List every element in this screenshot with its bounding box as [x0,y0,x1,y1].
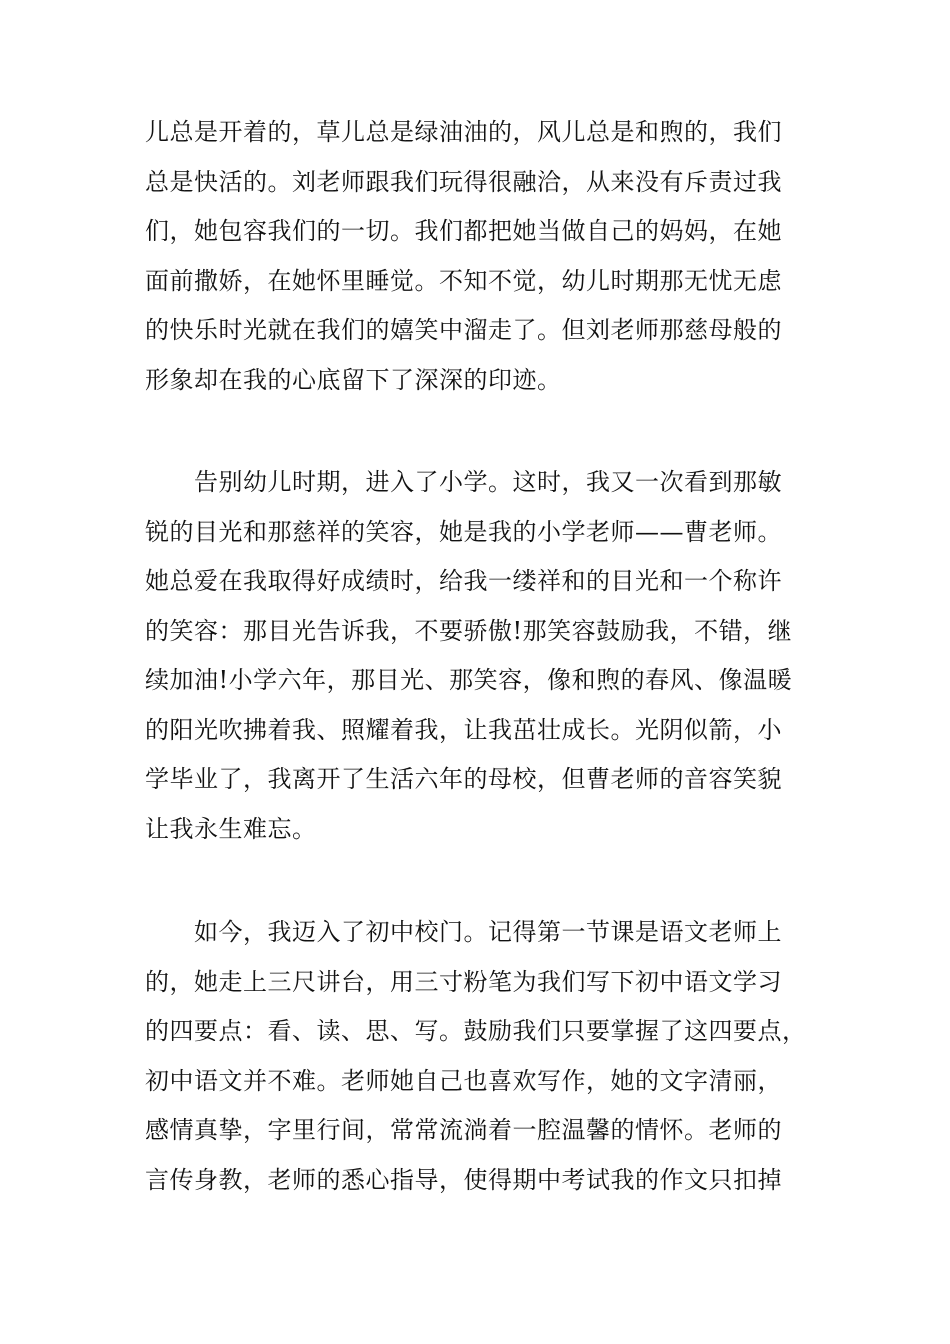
paragraph-2 [145,458,815,854]
text-line: 儿总是开着的，草儿总是绿油油的，风儿总是和煦的，我们 [145,118,782,146]
text-line: 总是快活的。刘老师跟我们玩得很融洽，从来没有斥责过我 [145,167,782,196]
text-line: 续加油!小学六年，那目光、那笑容，像和煦的春风、像温暖 [145,666,793,694]
text-line: 形象却在我的心底留下了深深的印迹。 [145,365,562,394]
text-line: 让我永生难忘。 [145,814,317,843]
text-line: 锐的目光和那慈祥的笑容，她是我的小学老师——曹老师。 [145,517,782,546]
text-line: 感情真挚，字里行间，常常流淌着一腔温馨的情怀。老师的 [145,1116,782,1144]
text-line: 她总爱在我取得好成绩时，给我一缕祥和的目光和一个称许 [145,567,782,595]
text-line: 的阳光吹拂着我、照耀着我，让我茁壮成长。光阴似箭，小 [145,715,782,744]
text-line: 的，她走上三尺讲台，用三寸粉笔为我们写下初中语文学习 [145,967,782,996]
text-line: 学毕业了，我离开了生活六年的母校，但曹老师的音容笑貌 [145,765,782,793]
text-line: 告别幼儿时期，进入了小学。这时，我又一次看到那敏 [145,468,782,496]
text-line: 如今，我迈入了初中校门。记得第一节课是语文老师上 [145,918,782,946]
text-line: 们，她包容我们的一切。我们都把她当做自己的妈妈，在她 [145,217,782,245]
paragraph-1 [145,108,815,405]
paragraph-3 [145,908,815,1205]
text-line: 言传身教，老师的悉心指导，使得期中考试我的作文只扣掉 [145,1165,782,1194]
text-line: 初中语文并不难。老师她自己也喜欢写作，她的文字清丽， [145,1066,782,1095]
text-line: 的笑容：那目光告诉我，不要骄傲!那笑容鼓励我，不错，继 [145,616,793,645]
text-line: 面前撒娇，在她怀里睡觉。不知不觉，幼儿时期那无忧无虑 [145,266,782,295]
text-line: 的四要点：看、读、思、写。鼓励我们只要掌握了这四要点， [145,1017,807,1045]
text-line: 的快乐时光就在我们的嬉笑中溜走了。但刘老师那慈母般的 [145,316,782,344]
